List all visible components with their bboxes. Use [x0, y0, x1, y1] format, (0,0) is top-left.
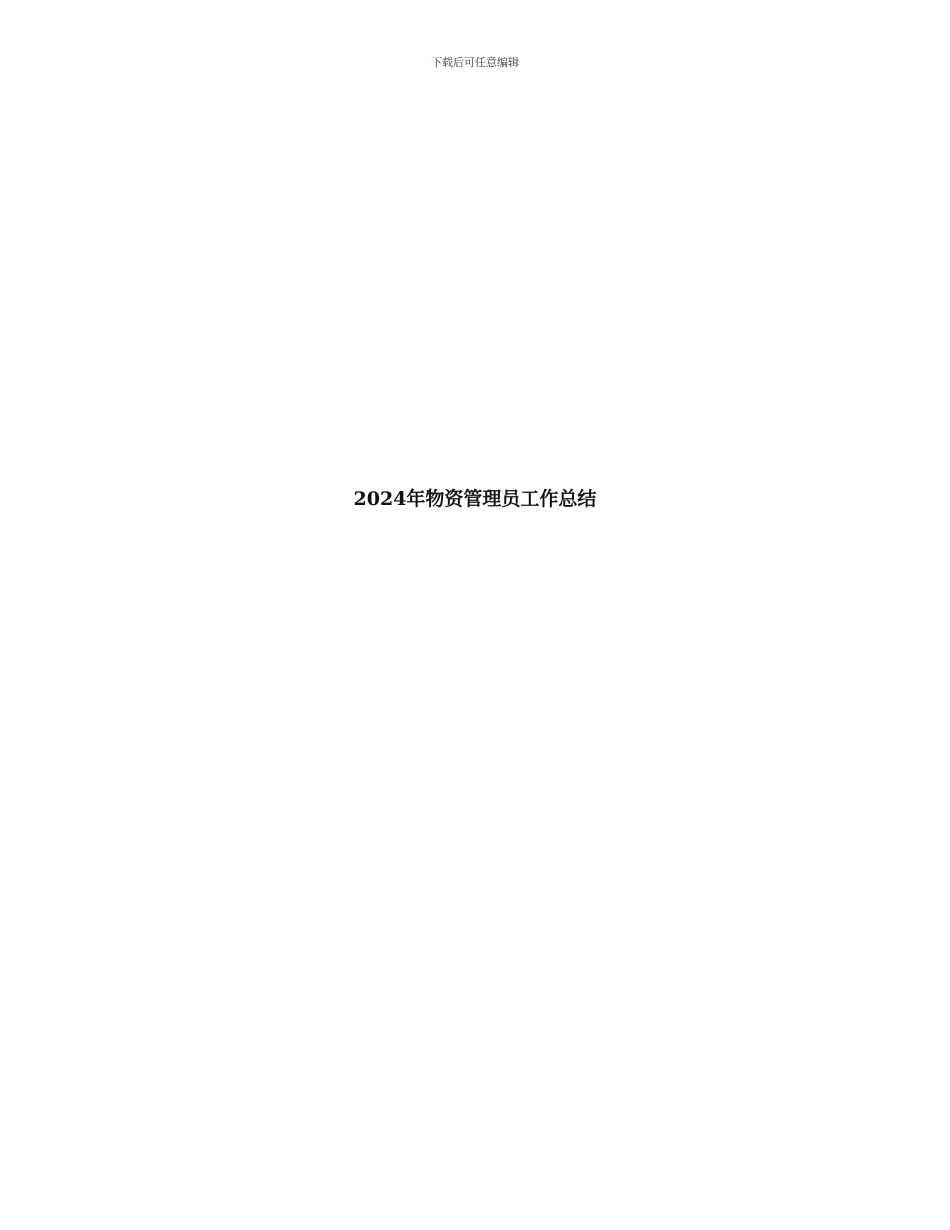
document-title: 2024年物资管理员工作总结 [353, 488, 597, 510]
page-header: 下载后可任意编辑 [431, 56, 519, 69]
